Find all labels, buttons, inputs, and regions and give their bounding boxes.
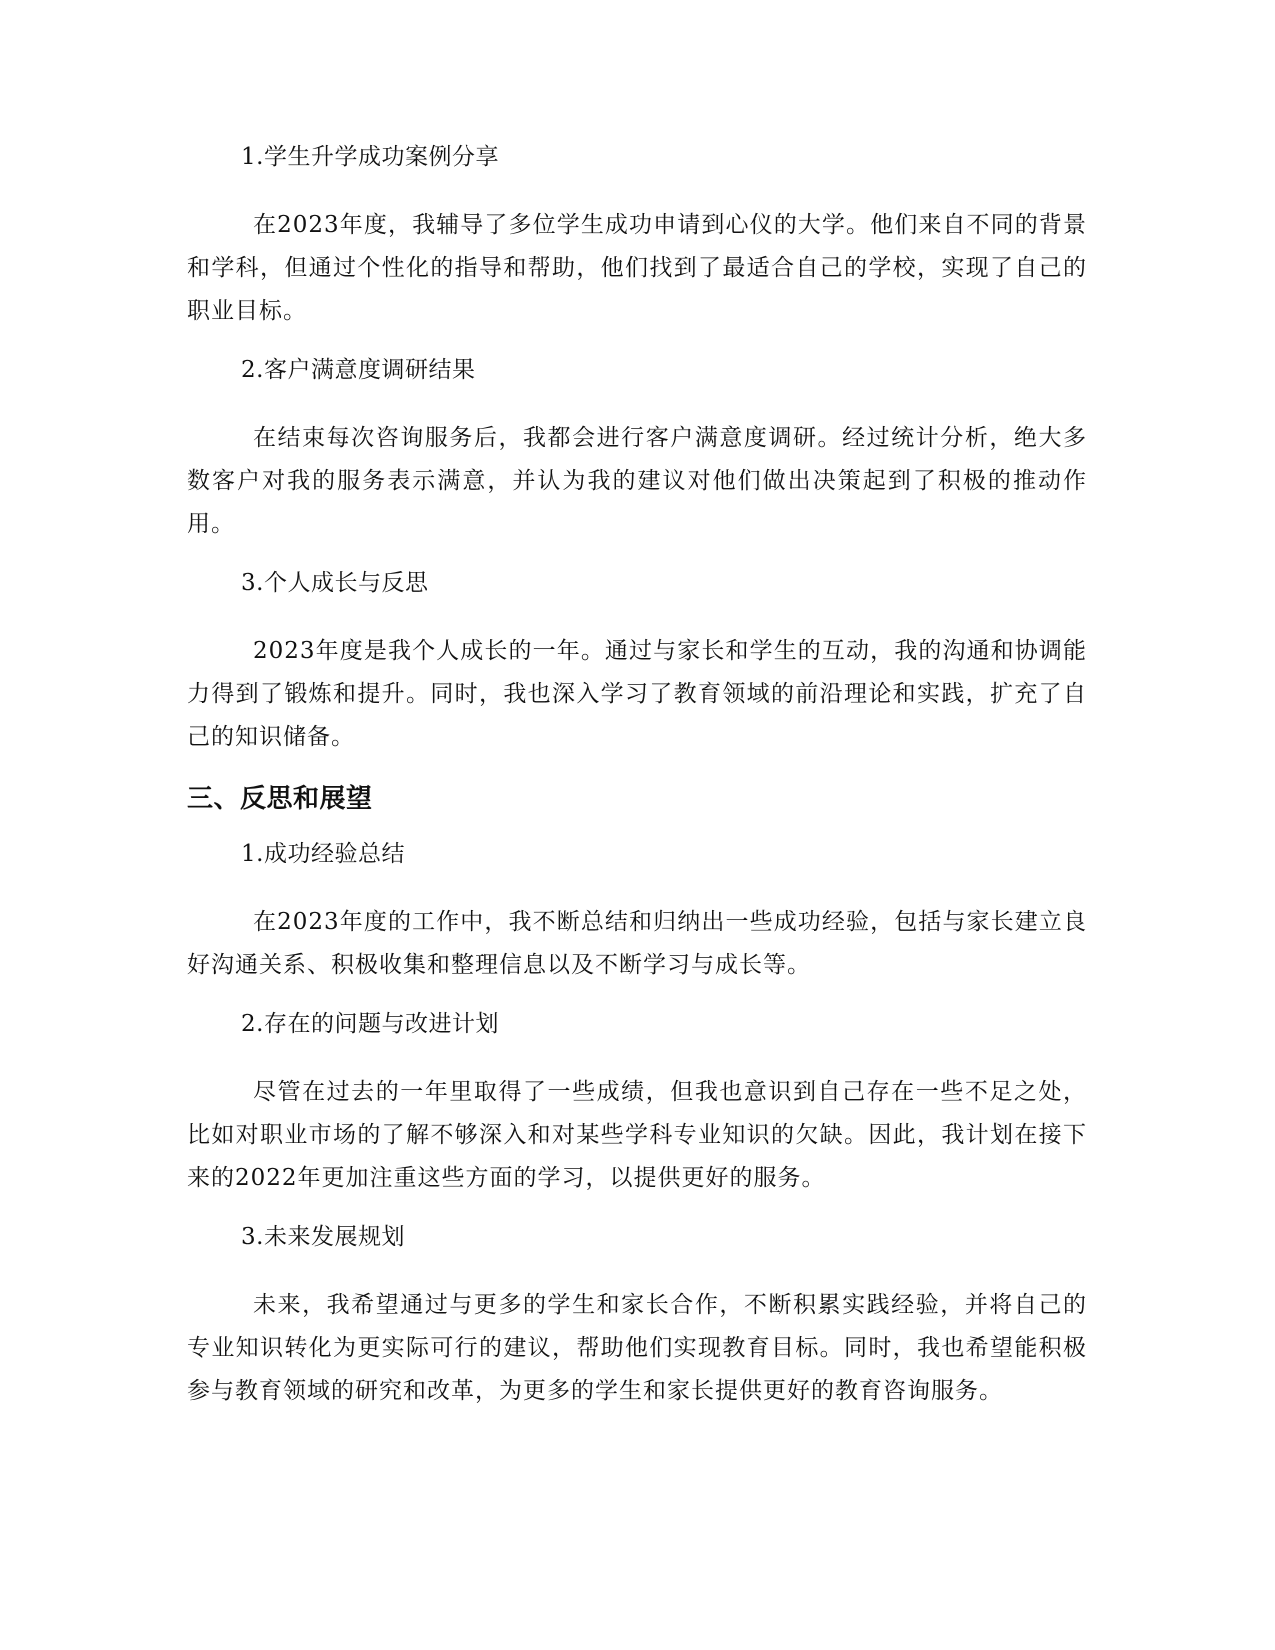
subsection-title-problems-plan: 2.存在的问题与改进计划 <box>241 1011 499 1037</box>
subsection-title-satisfaction-survey: 2.客户满意度调研结果 <box>241 357 476 383</box>
subsection-title-future-plan: 3.未来发展规划 <box>241 1224 405 1250</box>
subsection-title-success-cases: 1.学生升学成功案例分享 <box>241 144 499 170</box>
document-page <box>187 140 1087 1433</box>
section-heading-reflection-outlook: 三、反思和展望 <box>187 784 373 814</box>
paragraph-success-cases: 在2023年度，我辅导了多位学生成功申请到心仪的大学。他们来自不同的背景和学科，但通过个性化的指导和帮助，他们找到了最适合自己的学校，实现了自己的职业目标。 <box>187 212 1087 324</box>
paragraph-future-plan: 未来，我希望通过与更多的学生和家长合作，不断积累实践经验，并将自己的专业知识转化为更实际可行的建议，帮助他们实现教育目标。同时，我也希望能积极参与教育领域的研究和改革，为更多的学生和家长提供更好的教育咨询服务。 <box>187 1292 1087 1404</box>
paragraph-personal-growth: 2023年度是我个人成长的一年。通过与家长和学生的互动，我的沟通和协调能力得到了锻炼和提升。同时，我也深入学习了教育领域的前沿理论和实践，扩充了自己的知识储备。 <box>187 638 1087 750</box>
paragraph-experience-summary: 在2023年度的工作中，我不断总结和归纳出一些成功经验，包括与家长建立良好沟通关系、积极收集和整理信息以及不断学习与成长等。 <box>187 909 1087 978</box>
paragraph-problems-plan: 尽管在过去的一年里取得了一些成绩，但我也意识到自己存在一些不足之处，比如对职业市场的了解不够深入和对某些学科专业知识的欠缺。因此，我计划在接下来的2022年更加注重这些方面的学习，以提供更好的服务。 <box>187 1079 1087 1191</box>
subsection-title-personal-growth: 3.个人成长与反思 <box>241 570 429 596</box>
paragraph-satisfaction-survey: 在结束每次咨询服务后，我都会进行客户满意度调研。经过统计分析，绝大多数客户对我的服务表示满意，并认为我的建议对他们做出决策起到了积极的推动作用。 <box>187 425 1087 537</box>
subsection-title-experience-summary: 1.成功经验总结 <box>241 841 405 867</box>
